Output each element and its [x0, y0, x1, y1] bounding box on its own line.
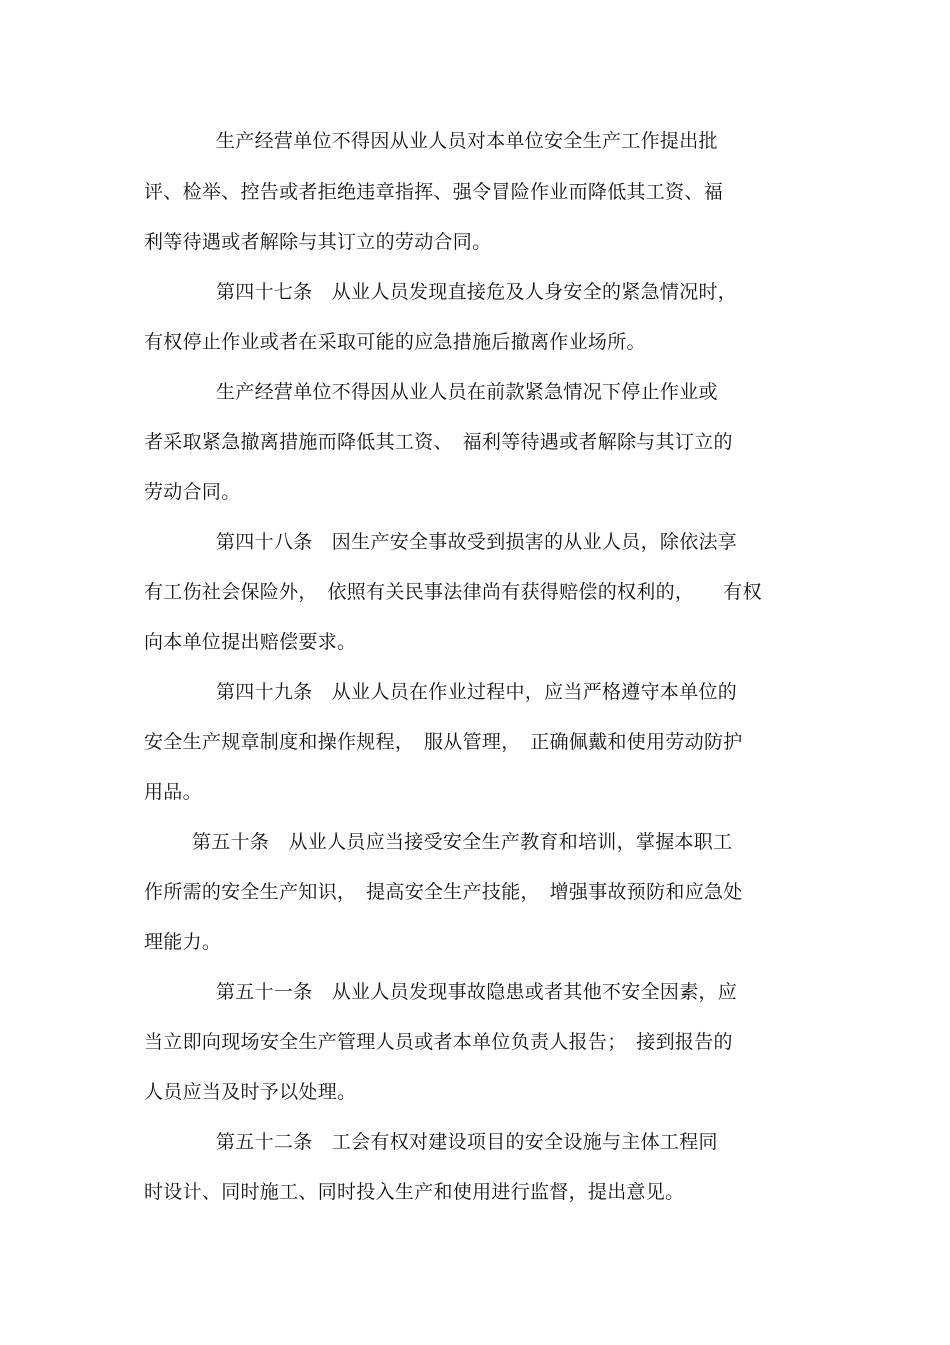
text-line: 人员应当及时予以处理。 — [144, 1081, 357, 1103]
text-line: 当立即向现场安全生产管理人员或者本单位负责人报告； 接到报告的 — [144, 1031, 733, 1053]
text-line: 生产经营单位不得因从业人员对本单位安全生产工作提出批 — [216, 130, 718, 152]
text-line: 作所需的安全生产知识， 提高安全生产技能， 增强事故预防和应急处 — [144, 881, 743, 903]
text-line: 第四十九条 从业人员在作业过程中，应当严格遵守本单位的 — [216, 681, 738, 703]
text-line: 劳动合同。 — [144, 481, 241, 503]
text-line: 第五十条 从业人员应当接受安全生产教育和培训，掌握本职工 — [192, 831, 733, 853]
text-line: 时设计、同时施工、同时投入生产和使用进行监督，提出意见。 — [144, 1181, 685, 1203]
text-line: 第四十八条 因生产安全事故受到损害的从业人员，除依法享 — [216, 531, 738, 553]
text-line: 第五十一条 从业人员发现事故隐患或者其他不安全因素，应 — [216, 981, 738, 1003]
text-line: 第五十二条 工会有权对建设项目的安全设施与主体工程同 — [216, 1131, 718, 1153]
text-line: 利等待遇或者解除与其订立的劳动合同。 — [144, 231, 492, 253]
text-line: 有工伤社会保险外， 依照有关民事法律尚有获得赔偿的权利的， 有权 — [144, 581, 762, 603]
text-line: 第四十七条 从业人员发现直接危及人身安全的紧急情况时， — [216, 281, 738, 303]
text-line: 评、检举、控告或者拒绝违章指挥、强令冒险作业而降低其工资、福 — [144, 181, 724, 203]
text-line: 用品。 — [144, 781, 202, 803]
text-line: 生产经营单位不得因从业人员在前款紧急情况下停止作业或 — [216, 381, 718, 403]
text-line: 安全生产规章制度和操作规程， 服从管理， 正确佩戴和使用劳动防护 — [144, 731, 743, 753]
text-line: 理能力。 — [144, 931, 222, 953]
text-line: 有权停止作业或者在采取可能的应急措施后撤离作业场所。 — [144, 331, 646, 353]
text-line: 向本单位提出赔偿要求。 — [144, 631, 357, 653]
text-line: 者采取紧急撤离措施而降低其工资、 福利等待遇或者解除与其订立的 — [144, 431, 733, 453]
